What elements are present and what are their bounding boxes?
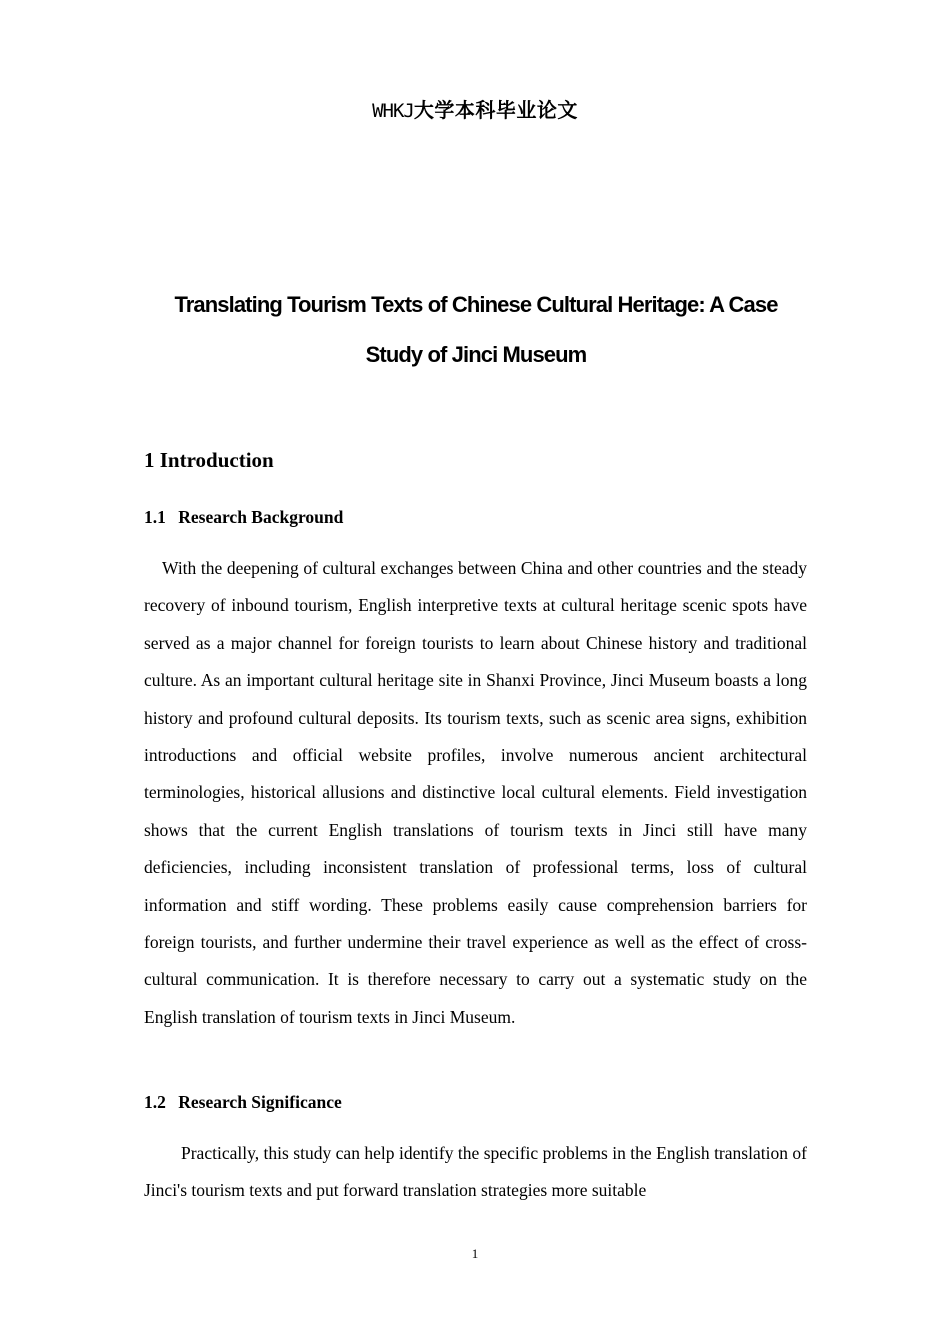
section-heading-introduction: 1 Introduction (144, 448, 274, 472)
thesis-title: Translating Tourism Texts of Chinese Cultural Heritage: A Case Study of Jinci Museum (174, 292, 778, 367)
page-number: 1 (471, 1246, 479, 1261)
subsection-title: Research Significance (178, 1092, 342, 1112)
paragraph-research-significance: Practically, this study can help identify the specific problems in the English translation of Jinci's tourism texts and put forward translation strategies more suitable (144, 1143, 807, 1201)
header-thesis-label: 大学本科毕业论文 (413, 98, 578, 122)
running-header (0, 94, 950, 123)
subsection-number: 1.1 (144, 507, 166, 527)
subsection-heading-research-background (144, 507, 343, 528)
paragraph-research-background: With the deepening of cultural exchanges between China and other countries and the steady recovery of inbound tourism, English interpretive texts at cultural heritage scenic spots have served as a major channel for foreign tourists to learn about Chinese history and traditional culture. As an important cultural heritage site in Shanxi Province, Jinci Museum boasts a long history and profound cultural deposits. Its tourism texts, such as scenic area signs, exhibition introductions and official website profiles, involve numerous ancient architectural terminologies, historical allusions and distinctive local cultural elements. Field investigation shows that the current English translations of tourism texts in Jinci still have many deficiencies, including inconsistent translation of professional terms, loss of cultural information and stiff wording. These problems easily cause comprehension barriers for foreign tourists, and further undermine their travel experience as well as the effect of cross-cultural communication. It is therefore necessary to carry out a systematic study on the English translation of tourism texts in Jinci Museum. (144, 558, 807, 1027)
subsection-title: Research Background (178, 507, 344, 527)
subsection-number: 1.2 (144, 1092, 166, 1112)
header-university-code: WHKJ (372, 100, 414, 122)
subsection-heading-research-significance (144, 1092, 342, 1113)
